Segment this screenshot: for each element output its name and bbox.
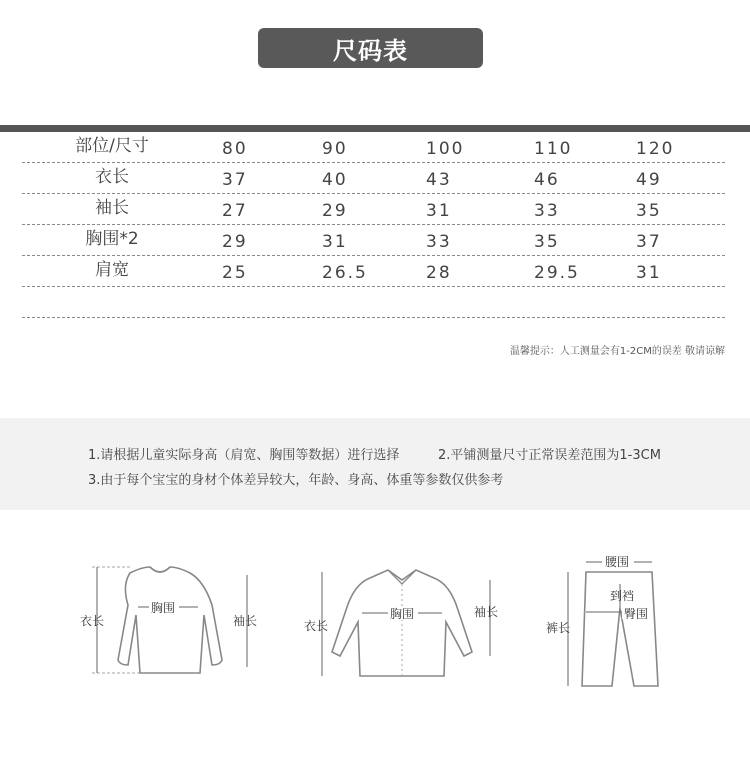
- sweater-sleeve-label: 袖长: [233, 614, 258, 628]
- table-cell: 37: [222, 170, 248, 190]
- table-cell: 35: [636, 201, 662, 221]
- header-label: 部位/尺寸: [75, 136, 149, 156]
- shirt-diagram: [300, 560, 510, 685]
- table-row: [22, 163, 725, 194]
- size-100: 100: [426, 139, 465, 159]
- table-row: [22, 194, 725, 225]
- table-cell: 33: [534, 201, 560, 221]
- shirt-sleeve-label: 袖长: [474, 605, 499, 619]
- divider-bar: [0, 125, 750, 132]
- table-cell: 25: [222, 263, 248, 283]
- row-label: 衣长: [95, 167, 129, 187]
- table-cell: 29.5: [534, 263, 580, 283]
- size-table: [22, 132, 725, 318]
- table-cell: 35: [534, 232, 560, 252]
- pants-waist-label: 腰围: [605, 555, 630, 569]
- table-cell: 33: [426, 232, 452, 252]
- table-header-row: [22, 132, 725, 163]
- note-2: 2.平铺测量尺寸正常误差范围为1-3CM: [438, 448, 661, 463]
- table-cell: 26.5: [322, 263, 368, 283]
- table-cell: 29: [322, 201, 348, 221]
- pants-diagram: [540, 548, 680, 693]
- pants-hip-label: 臀围: [624, 607, 649, 621]
- table-cell: 49: [636, 170, 662, 190]
- pants-length-label: 裤长: [546, 621, 571, 635]
- table-cell: 43: [426, 170, 452, 190]
- table-cell: 29: [222, 232, 248, 252]
- sweater-diagram: [72, 555, 272, 685]
- table-row: [22, 225, 725, 256]
- shirt-length-label: 衣长: [304, 619, 329, 633]
- sweater-length-label: 衣长: [80, 614, 105, 628]
- row-label: 肩宽: [95, 260, 129, 280]
- table-cell: 27: [222, 201, 248, 221]
- tip-text: 温馨提示：人工测量会有1-2CM的误差 敬请谅解: [509, 346, 725, 357]
- table-cell: 28: [426, 263, 452, 283]
- note-3: 3.由于每个宝宝的身材个体差异较大，年龄、身高、体重等参数仅供参考: [88, 473, 504, 488]
- pants-crotch-label: 到裆: [610, 589, 635, 603]
- table-cell: 31: [322, 232, 348, 252]
- size-120: 120: [636, 139, 675, 159]
- table-cell: 31: [636, 263, 662, 283]
- size-110: 110: [534, 139, 573, 159]
- notes-panel: [0, 418, 750, 510]
- table-cell: 40: [322, 170, 348, 190]
- row-label: 袖长: [95, 198, 129, 218]
- size-90: 90: [322, 139, 348, 159]
- table-cell: 31: [426, 201, 452, 221]
- sweater-icon: [118, 567, 222, 673]
- note-1: 1.请根据儿童实际身高（肩宽、胸围等数据）进行选择: [88, 448, 400, 463]
- table-empty-row: [22, 287, 725, 318]
- page-title: 尺码表: [258, 28, 483, 68]
- table-row: [22, 256, 725, 287]
- table-cell: 46: [534, 170, 560, 190]
- sweater-chest-label: 胸围: [151, 601, 176, 615]
- row-label: 胸围*2: [85, 229, 139, 249]
- table-cell: 37: [636, 232, 662, 252]
- shirt-chest-label: 胸围: [390, 607, 415, 621]
- size-80: 80: [222, 139, 248, 159]
